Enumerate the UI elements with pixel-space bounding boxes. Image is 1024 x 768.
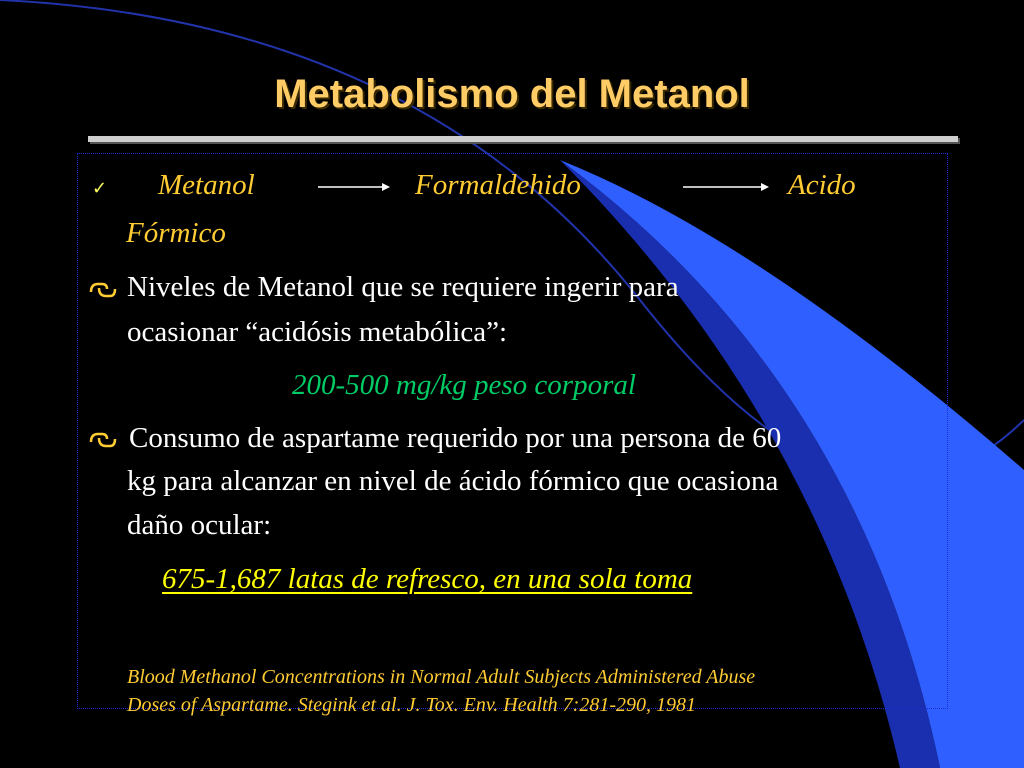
consumo-text-line2: kg para alcanzar en nivel de ácido fórmico que ocasiona <box>127 465 779 497</box>
title-divider <box>88 136 958 142</box>
pathway-step-acido: Acido <box>788 169 856 201</box>
consumo-text-line3: daño ocular: <box>127 509 272 541</box>
niveles-text-line1: Niveles de Metanol que se requiere ingerir para <box>127 271 679 303</box>
pathway-step-formico: Fórmico <box>126 217 226 249</box>
right-arrow-icon <box>318 180 390 194</box>
checkmark-icon: ✓ <box>92 178 108 199</box>
reference-line1: Blood Methanol Concentrations in Normal Adult Subjects Administered Abuse <box>127 666 756 688</box>
consumo-value: 675-1,687 latas de refresco, en una sola toma <box>162 563 693 595</box>
link-icon <box>88 278 118 302</box>
consumo-text-line1: Consumo de aspartame requerido por una persona de 60 <box>129 422 782 454</box>
right-arrow-icon <box>683 180 769 194</box>
page-title: Metabolismo del Metanol <box>274 72 750 116</box>
reference-line2: Doses of Aspartame. Stegink et al. J. Tox. Env. Health 7:281-290, 1981 <box>127 694 697 716</box>
pathway-step-formaldehido: Formaldehido <box>415 169 581 201</box>
niveles-value: 200-500 mg/kg peso corporal <box>292 369 636 401</box>
link-icon <box>88 428 118 452</box>
pathway-step-metanol: Metanol <box>158 169 255 201</box>
niveles-text-line2: ocasionar “acidósis metabólica”: <box>127 316 508 348</box>
